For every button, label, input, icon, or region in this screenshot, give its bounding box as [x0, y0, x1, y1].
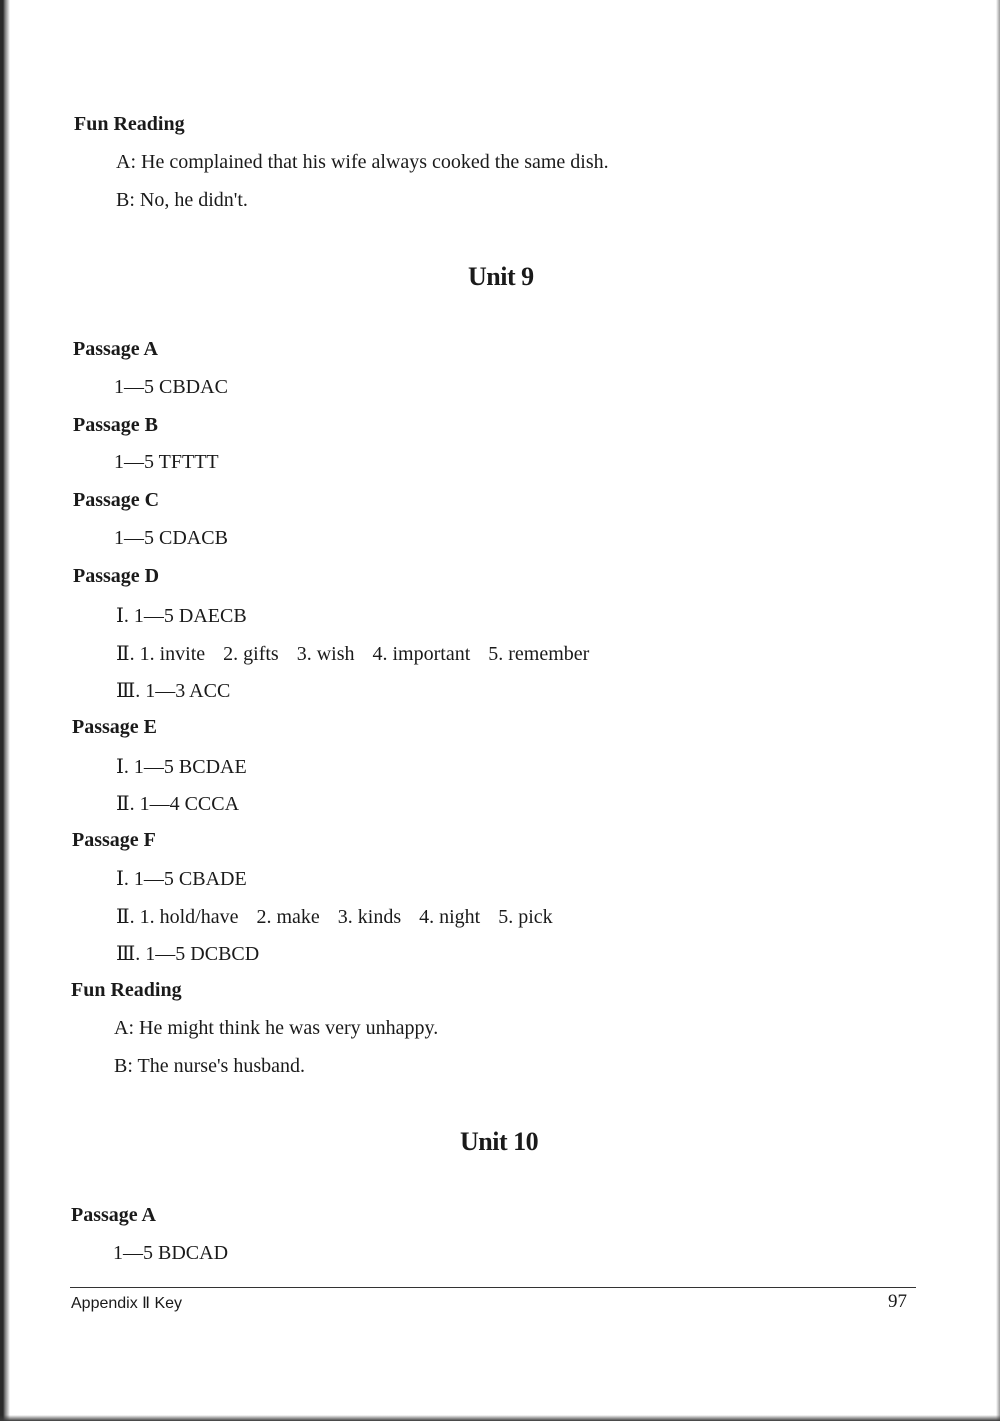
- unit10-passage-a-answers: 1—5 BDCAD: [113, 1242, 229, 1264]
- unit9-fun-reading-answer-a: A: He might think he was very unhappy.: [114, 1017, 439, 1039]
- unit9-fun-reading-heading: Fun Reading: [71, 979, 182, 1001]
- answer-item: 3. wish: [296, 643, 355, 665]
- fun-reading-heading: Fun Reading: [74, 113, 185, 135]
- answer-item: 1. invite: [139, 643, 206, 665]
- footer-section-label: Appendix Ⅱ Key: [71, 1295, 183, 1312]
- unit-10-title: Unit 10: [460, 1127, 539, 1156]
- answer-item: 4. important: [372, 643, 471, 665]
- fun-reading-answer-a: A: He complained that his wife always cooked the same dish.: [116, 151, 609, 173]
- part2-prefix: Ⅱ.: [116, 906, 140, 928]
- unit9-passage-a-heading: Passage A: [73, 338, 158, 360]
- unit9-passage-d-part1: Ⅰ. 1—5 DAECB: [116, 605, 247, 627]
- unit9-passage-d-heading: Passage D: [73, 565, 160, 587]
- unit9-passage-b-answers: 1—5 TFTTT: [114, 451, 219, 473]
- answer-item: 1. hold/have: [139, 906, 239, 928]
- unit9-passage-e-part2: Ⅱ. 1—4 CCCA: [116, 793, 240, 815]
- answer-item: 5. remember: [488, 643, 590, 665]
- page-number: 97: [888, 1291, 907, 1312]
- scan-right-edge: [996, 0, 1000, 1421]
- scan-binding-edge: [0, 0, 10, 1421]
- unit9-passage-a-answers: 1—5 CBDAC: [114, 376, 228, 398]
- answer-item: 3. kinds: [337, 906, 402, 928]
- scan-bottom-edge: [0, 1415, 1000, 1421]
- unit9-passage-f-part3: Ⅲ. 1—5 DCBCD: [116, 943, 260, 965]
- unit9-passage-e-part1: Ⅰ. 1—5 BCDAE: [116, 756, 247, 778]
- answer-item: 5. pick: [498, 906, 553, 928]
- unit9-passage-e-heading: Passage E: [72, 716, 157, 738]
- unit9-passage-b-heading: Passage B: [73, 414, 158, 436]
- unit-9-title: Unit 9: [468, 262, 534, 291]
- answer-item: 2. make: [256, 906, 320, 928]
- unit9-passage-d-part2: [116, 641, 589, 666]
- answer-item: 4. night: [419, 906, 481, 928]
- unit10-passage-a-heading: Passage A: [71, 1204, 156, 1226]
- answer-item: 2. gifts: [223, 643, 279, 665]
- unit9-passage-c-heading: Passage C: [73, 489, 160, 511]
- part2-prefix: Ⅱ.: [116, 643, 140, 665]
- unit9-passage-c-answers: 1—5 CDACB: [114, 527, 228, 549]
- unit9-passage-f-heading: Passage F: [72, 829, 156, 851]
- unit9-passage-f-part2: [116, 904, 553, 929]
- footer-rule: [70, 1287, 916, 1288]
- unit9-passage-d-part3: Ⅲ. 1—3 ACC: [116, 680, 231, 702]
- unit9-fun-reading-answer-b: B: The nurse's husband.: [114, 1055, 305, 1077]
- unit9-passage-f-part1: Ⅰ. 1—5 CBADE: [116, 868, 247, 890]
- fun-reading-answer-b: B: No, he didn't.: [116, 189, 248, 211]
